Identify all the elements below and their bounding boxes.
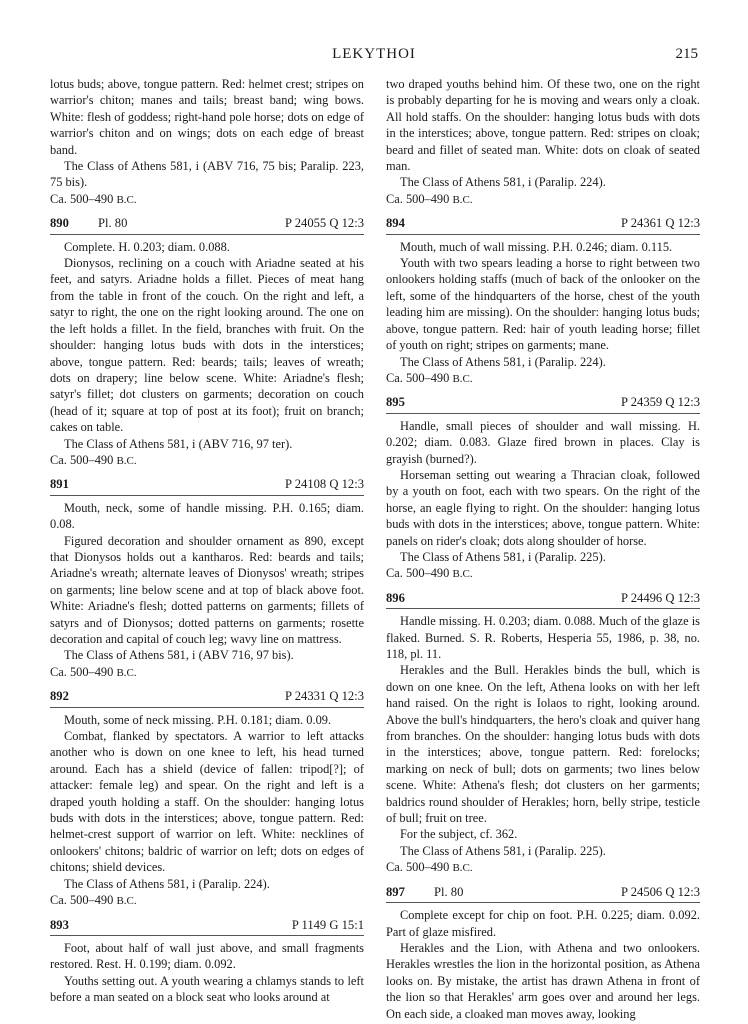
entry-heading (386, 590, 700, 609)
entry-paragraph: Horseman setting out wearing a Thracian cloak, followed by a youth on foot, each with two spears. On the right of the horse, an eagle flying to right. On the shoulder: hanging lotus buds with dots in the interstices; above, tongue pattern. White: panels on rider's cloak; dots along shoulder of horse. (386, 467, 700, 548)
entry-paragraph: The Class of Athens 581, i (Paralip. 225). (400, 843, 606, 858)
entry-number: 894 (386, 216, 405, 231)
entry-date (50, 452, 364, 469)
inventory-number: P 24108 Q 12:3 (285, 477, 364, 492)
inventory-number: P 24055 Q 12:3 (285, 216, 364, 231)
entry-paragraph: Youth with two spears leading a horse to right between two onlookers holding staffs (much of back of the onlooker on the left, some of the hindquarters of the horse, chest of the youth leading him are missing). On the shoulder: hanging lotus buds; above, tongue pattern. Red: hair of youth leading horse; fillet of youth on right; stripes on garments; mane. (386, 256, 700, 353)
entry-paragraph: Dionysos, reclining on a couch with Ariadne seated at his feet, and satyrs. Ariadne holds a fillet. Pieces of meat hang from the table in front of the couch. On the right and left, a satyr to right, the one on the right looking around. The one on the left holds a fillet. In the field, branches with fruit. On the shoulder: hanging lotus buds with dots in the interstices; above, tongue pattern. Red: beards; tails; leaves of wreath; dots on drapery; line below scene. White: Ariadne's flesh; satyr's fillet; dot clusters on garments; decoration on couch (head of it; square at top of post at its foot); fruit on branch; cakes on table. (50, 256, 364, 435)
entry-paragraph: Herakles and the Lion, with Athena and two onlookers. Herakles wrestles the lion in the horizontal position, as Athena looks on. By mistake, the artist has drawn Athena in front of the lion so that Herakles' arm goes over and around her legs. On each side, a cloaked man moves away, looking (386, 940, 700, 1021)
entry-date-text: Ca. 500–490 (386, 370, 450, 385)
entry-date (386, 859, 700, 876)
intro-date-text: Ca. 500–490 (386, 191, 450, 206)
entry-heading (50, 215, 364, 234)
entry-date (386, 370, 700, 387)
era-label: B.C. (452, 193, 473, 206)
inventory-number: P 24331 Q 12:3 (285, 689, 364, 704)
entry-heading (386, 215, 700, 234)
entry-date-text: Ca. 500–490 (50, 664, 114, 679)
entry-paragraph: Mouth, some of neck missing. P.H. 0.181; diam. 0.09. (64, 712, 332, 727)
intro-date (50, 191, 364, 208)
inventory-number: P 24359 Q 12:3 (621, 395, 700, 410)
era-label: B.C. (452, 372, 473, 385)
entry-paragraph: Foot, about half of wall just above, and small fragments restored. Rest. H. 0.199; diam. 0.092. (50, 940, 364, 972)
entry-heading (386, 884, 700, 903)
entry-paragraph: Handle missing. H. 0.203; diam. 0.088. Much of the glaze is flaked. Burned. S. R. Roberts, Hesperia 55, 1986, p. 38, no. 118, pl. 11. (386, 614, 700, 661)
intro-date-text: Ca. 500–490 (50, 191, 114, 206)
entry-paragraph: Herakles and the Bull. Herakles binds the bull, which is down on one knee. On the left, Athena looks on with her left hand raised. On the right is Iolaos to right, looking around. Above the bull's hindquarters, the hero's cloak and quiver hang from branches. On the shoulder: hanging lotus buds with dots in the interstices; above, tongue pattern. Red: forelocks; marking on neck of bull; dots on garments; two lines below scene. White: Athena's flesh; dot clusters on her garments; baldrics round shoulder of Herakles; horn, belly stripe, testicle of bull; fruit on tree. (386, 663, 700, 826)
era-label: B.C. (116, 454, 137, 467)
intro-date (386, 191, 700, 208)
running-head: LEKYTHOI (332, 46, 416, 62)
entry-heading (50, 688, 364, 707)
entry-date (50, 892, 364, 909)
inventory-number: P 24361 Q 12:3 (621, 216, 700, 231)
entry-paragraph: Complete. H. 0.203; diam. 0.088. (64, 239, 230, 254)
inventory-number: P 24506 Q 12:3 (621, 884, 700, 899)
entry-paragraph: The Class of Athens 581, i (Paralip. 224). (64, 876, 270, 891)
era-label: B.C. (116, 193, 137, 206)
entry-paragraph: Mouth, much of wall missing. P.H. 0.246; diam. 0.115. (400, 239, 673, 254)
entry-number: 895 (386, 395, 405, 410)
entry-paragraph: Mouth, neck, some of handle missing. P.H. 0.165; diam. 0.08. (50, 500, 364, 532)
era-label: B.C. (116, 666, 137, 679)
entry-paragraph: For the subject, cf. 362. (400, 827, 518, 842)
entry-heading (386, 394, 700, 413)
era-label: B.C. (452, 862, 473, 875)
entry-date (386, 565, 700, 582)
entry-date-text: Ca. 500–490 (50, 452, 114, 467)
entry-paragraph: The Class of Athens 581, i (ABV 716, 97 bis). (64, 648, 294, 663)
entry-paragraph: The Class of Athens 581, i (Paralip. 224). (400, 354, 606, 369)
era-label: B.C. (452, 568, 473, 581)
entry-paragraph: Combat, flanked by spectators. A warrior to left attacks another who is down on one knee to left, his head turned around. Each has a shield (device of fallen: tripod[?]; of attacker: female leg) and spear. On the right and left is a draped youth holding a staff. On the shoulder: hanging lotus buds with dots in the interstices; above, tongue pattern. Red: helmet-crest support of warrior on left. White: necklines of onlookers' chitons; baldric of warrior on left; dots on edges of chitons; shield devices. (50, 729, 364, 875)
entry-date-text: Ca. 500–490 (386, 860, 450, 875)
entry-paragraph: Handle, small pieces of shoulder and wall missing. H. 0.202; diam. 0.083. Glaze fired brown in places. Clay is grayish (burned?). (386, 418, 700, 466)
plate-ref: Pl. 80 (434, 884, 464, 899)
entry-number: 897 (386, 884, 405, 899)
page-number: 215 (675, 46, 698, 62)
entry-paragraph: Complete except for chip on foot. P.H. 0.225; diam. 0.092. Part of glaze misfired. (386, 908, 700, 939)
entry-date-text: Ca. 500–490 (386, 566, 450, 581)
entry-number: 893 (50, 917, 69, 932)
inventory-number: P 24496 Q 12:3 (621, 590, 700, 605)
intro-class-note: The Class of Athens 581, i (Paralip. 224). (400, 175, 606, 190)
entry-heading (50, 917, 364, 936)
plate-ref: Pl. 80 (98, 216, 128, 231)
page-header (50, 46, 698, 66)
entry-date-text: Ca. 500–490 (50, 893, 114, 908)
right-column (386, 76, 700, 1022)
entry-paragraph: The Class of Athens 581, i (ABV 716, 97 ter). (64, 436, 293, 451)
entry-heading (50, 476, 364, 495)
intro-class-note: The Class of Athens 581, i (ABV 716, 75 bis; Paralip. 223, 75 bis). (50, 159, 364, 190)
era-label: B.C. (116, 895, 137, 908)
entry-number: 891 (50, 477, 69, 492)
entry-number: 892 (50, 689, 69, 704)
left-column (50, 76, 364, 1006)
inventory-number: P 1149 G 15:1 (291, 917, 364, 932)
intro-paragraph: lotus buds; above, tongue pattern. Red: helmet crest; stripes on warrior's chiton; manes and tails; breast band; wing bows. White: flesh of goddess; right-hand pole horse; dots on edge of warrior's chiton and on wings; dots on each edge of breast band. (50, 77, 364, 157)
entry-paragraph: Figured decoration and shoulder ornament as 890, except that Dionysos holds out a kantharos. Red: beards and tails; Ariadne's wreath; alternate leaves of Dionysos' wreath; stripes on garments; line below scene and at top of black above foot. White: Ariadne's flesh; dotted patterns on garments; fillets of satyrs and of Dionysos; dotted patterns on garments; rosette decoration and capital of couch leg; wavy line on mattress. (50, 533, 364, 646)
entry-paragraph: The Class of Athens 581, i (Paralip. 225). (400, 549, 606, 564)
intro-paragraph: two draped youths behind him. Of these two, one on the right is probably departing for he is moving and wears only a cloak. All hold staffs. On the shoulder: hanging lotus buds with dots in the interstices; above, tongue pattern. Red: stripes on cloak; beard and fillet of seated man. White: dots on cloak of seated man. (386, 77, 700, 174)
entry-number: 890 (50, 216, 69, 231)
entry-date (50, 664, 364, 681)
entry-number: 896 (386, 590, 405, 605)
entry-paragraph: Youths setting out. A youth wearing a chlamys stands to left before a man seated on a block seat who looks around at (50, 973, 364, 1005)
